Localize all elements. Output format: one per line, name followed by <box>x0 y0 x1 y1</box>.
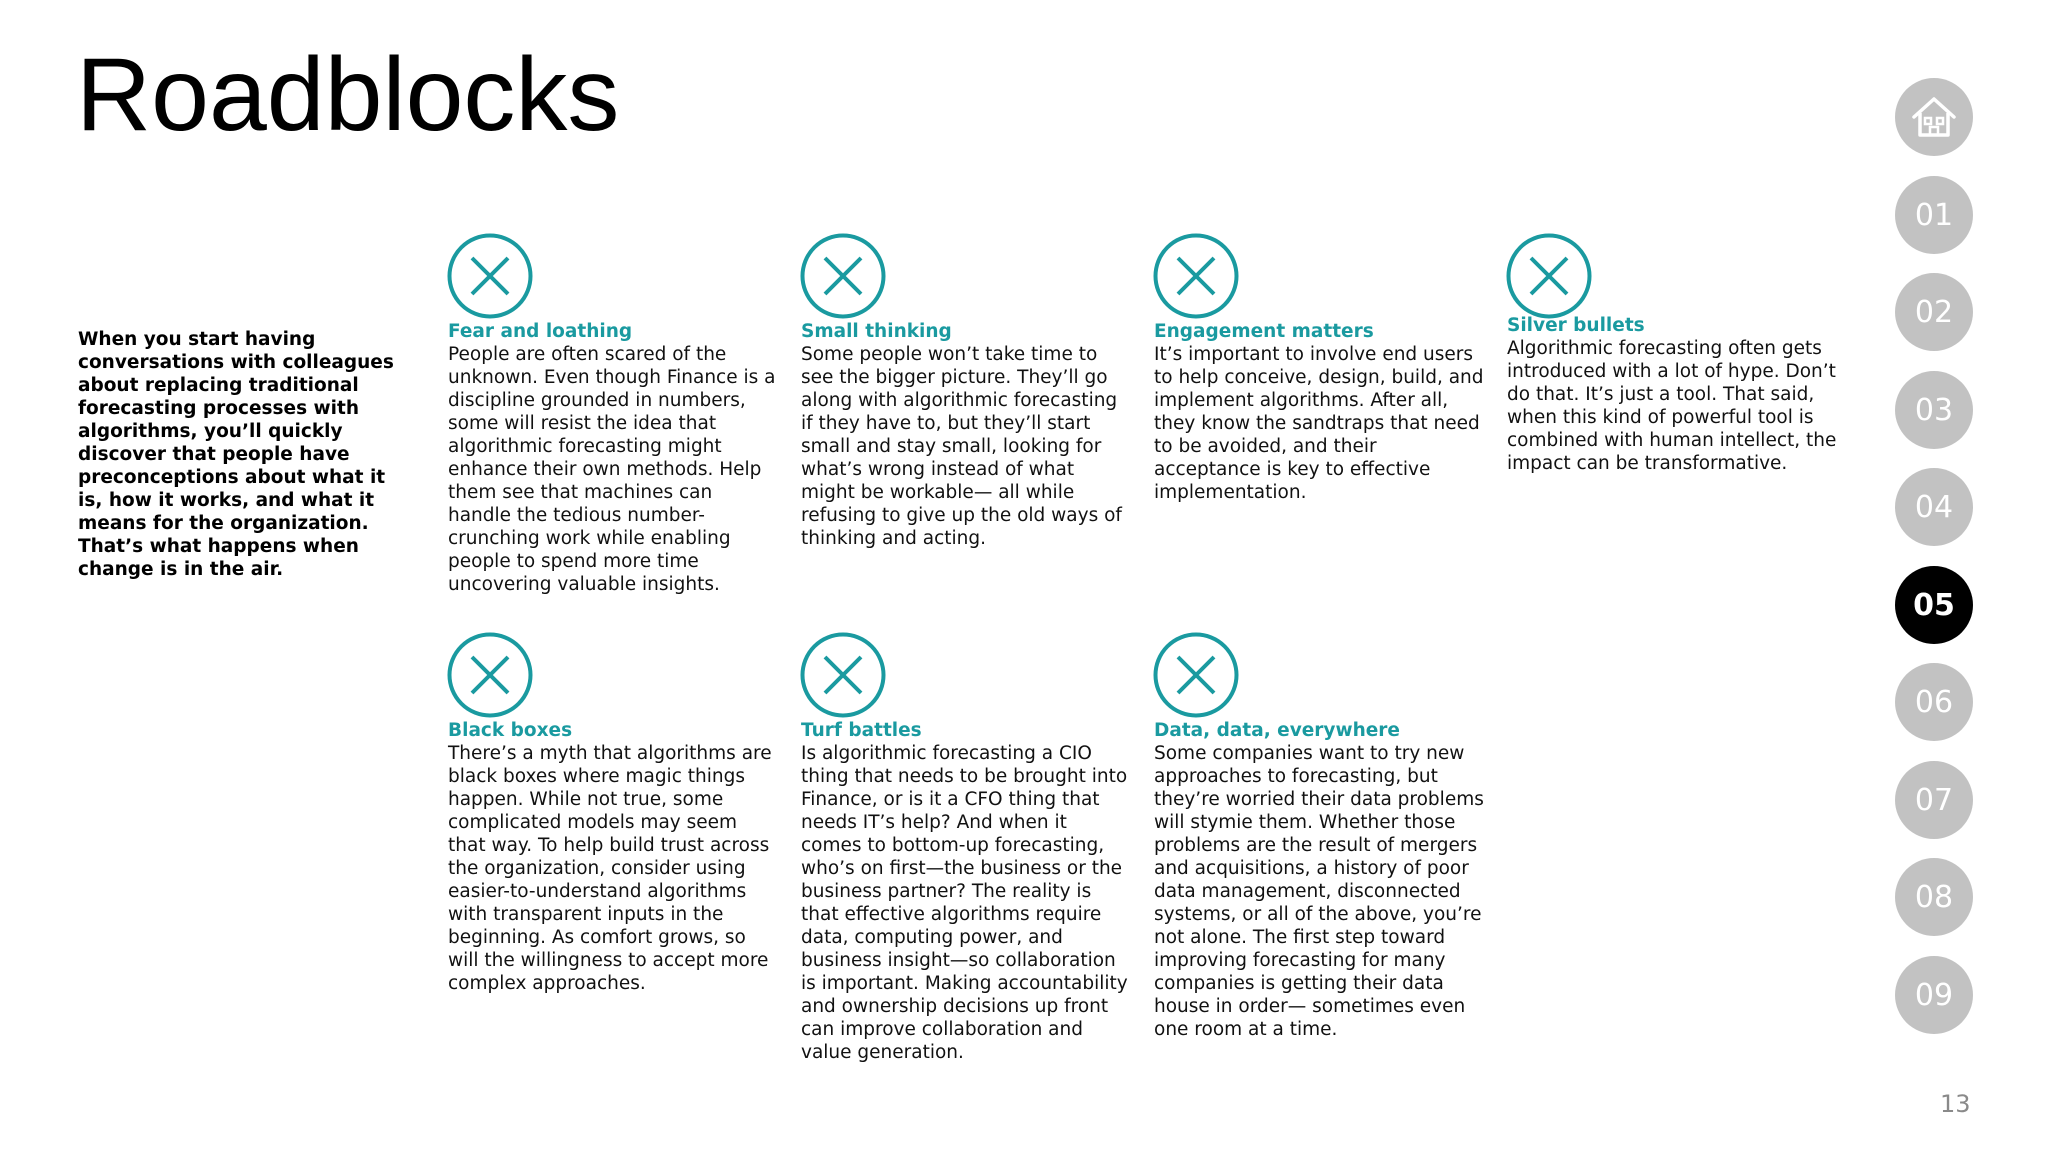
roadblock-card-silver-bullets <box>1507 232 1839 475</box>
card-title: Engagement matters <box>1154 321 1374 342</box>
roadblock-card-data-everywhere <box>1154 631 1486 1041</box>
home-icon <box>1909 93 1959 141</box>
nav-item-01[interactable]: 01 <box>1895 176 1973 254</box>
card-title: Data, data, everywhere <box>1154 720 1400 741</box>
card-body: People are often scared of the unknown. Even though Finance is a discipline grounded in numbers, some will resist the idea that algorithmic forecasting might enhance their own methods. Help them see that machines can handle the tedious number-crunching work while enabling people to spend more time uncovering valuable insights. <box>448 344 776 595</box>
x-circle-icon <box>446 232 534 320</box>
nav-item-04[interactable]: 04 <box>1895 468 1973 546</box>
nav-item-08[interactable]: 08 <box>1895 858 1973 936</box>
card-body: It’s important to involve end users to help conceive, design, build, and implement algorithms. After all, they know the sandtraps that need to be avoided, and their acceptance is key to effective implementation. <box>1154 344 1484 503</box>
nav-item-07[interactable]: 07 <box>1895 761 1973 839</box>
x-circle-icon <box>1152 631 1240 719</box>
home-button[interactable] <box>1895 78 1973 156</box>
nav-item-09[interactable]: 09 <box>1895 956 1973 1034</box>
card-title: Fear and loathing <box>448 321 633 342</box>
nav-item-02[interactable]: 02 <box>1895 273 1973 351</box>
page-title: Roadblocks <box>76 37 620 153</box>
roadblock-card-fear-and-loathing <box>448 232 780 596</box>
card-body: Some companies want to try new approaches to forecasting, but they’re worried their data problems will stymie them. Whether those problems are the result of mergers and acquisitions, a history of poor data management, disconnected systems, or all of the above, you’re not alone. The first step toward improving forecasting for many companies is getting their data house in order— sometimes even one room at a time. <box>1154 743 1484 1040</box>
card-title: Silver bullets <box>1507 315 1645 336</box>
card-body: Algorithmic forecasting often gets introduced with a lot of hype. Don’t do that. It’s just a tool. That said, when this kind of powerful tool is combined with human intellect, the impact can be transformative. <box>1507 338 1837 474</box>
card-body: There’s a myth that algorithms are black boxes where magic things happen. While not true, some complicated models may seem that way. To help build trust across the organization, consider using easier-to-understand algorithms with transparent inputs in the beginning. As comfort grows, so will the willingness to accept more complex approaches. <box>448 743 772 994</box>
roadblock-card-black-boxes <box>448 631 780 995</box>
x-circle-icon <box>446 631 534 719</box>
nav-item-06[interactable]: 06 <box>1895 663 1973 741</box>
card-body: Some people won’t take time to see the bigger picture. They’ll go along with algorithmic forecasting if they have to, but they’ll start small and stay small, looking for what’s wrong instead of what might be workable— all while refusing to give up the old ways of thinking and acting. <box>801 344 1122 549</box>
card-title: Small thinking <box>801 321 952 342</box>
card-body: Is algorithmic forecasting a CIO thing that needs to be brought into Finance, or is it a CFO thing that needs IT’s help? And when it comes to bottom-up forecasting, who’s on first—the business or the business partner? The reality is that effective algorithms require data, computing power, and business insight—so collaboration is important. Making accountability and ownership decisions up front can improve collaboration and value generation. <box>801 743 1128 1063</box>
nav-item-03[interactable]: 03 <box>1895 371 1973 449</box>
x-circle-icon <box>799 232 887 320</box>
roadblock-card-turf-battles <box>801 631 1133 1064</box>
roadblock-card-engagement-matters <box>1154 232 1486 504</box>
intro-text: When you start having conversations with colleagues about replacing traditional forecasting processes with algorithms, you’ll quickly discover that people have preconceptions about what it is, how it works, and what it means for the organization. That’s what happens when change is in the air. <box>78 329 394 580</box>
page-number: 13 <box>1940 1090 1971 1118</box>
x-circle-icon <box>799 631 887 719</box>
card-title: Black boxes <box>448 720 573 741</box>
roadblock-card-small-thinking <box>801 232 1133 550</box>
card-title: Turf battles <box>801 720 922 741</box>
x-circle-icon <box>1505 232 1593 320</box>
x-circle-icon <box>1152 232 1240 320</box>
nav-item-05[interactable]: 05 <box>1895 566 1973 644</box>
